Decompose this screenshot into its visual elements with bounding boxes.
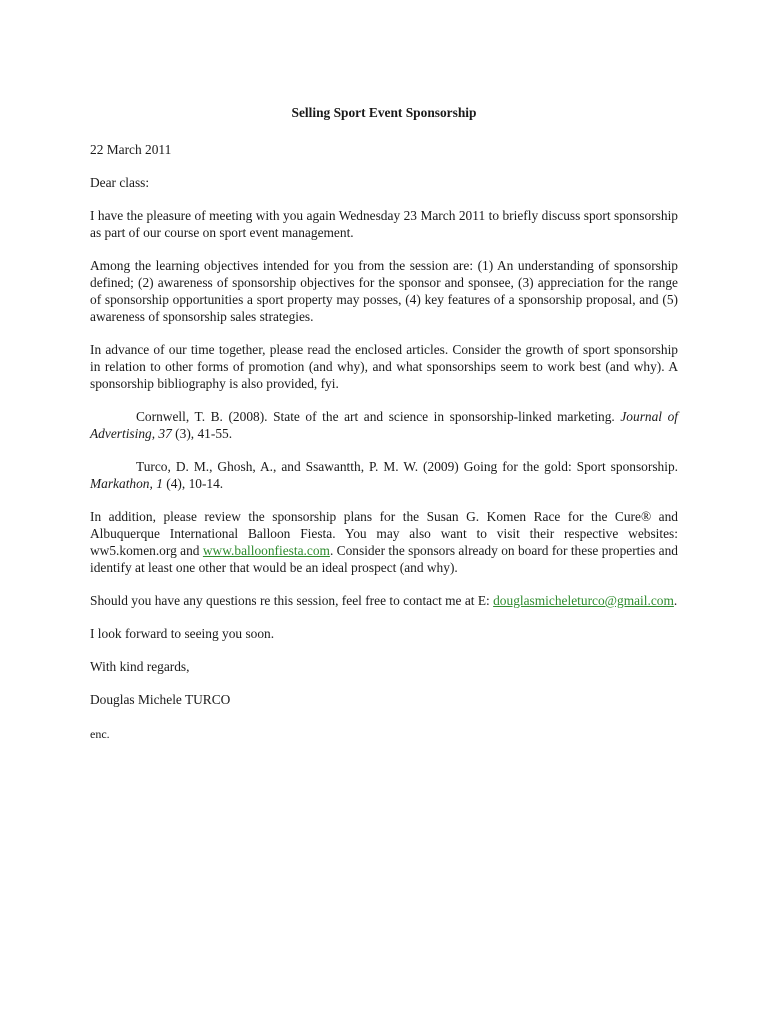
letter-title: Selling Sport Event Sponsorship [291, 105, 477, 120]
reference-cornwell-text: Cornwell, T. B. (2008). State of the art and science in sponsorship-linked marketing. [136, 409, 621, 424]
paragraph-sponsorship-plans-tail: . Consider the sponsors already on board for these properties and identify at least one other that would be an ideal prospect (and why). [90, 543, 678, 575]
reference-turco-pages: (4), 10-14. [162, 476, 224, 491]
reference-cornwell-pages: (3), 41-55. [171, 426, 233, 441]
letter-date: 22 March 2011 [90, 142, 172, 157]
email-link[interactable]: douglasmicheleturco@gmail.com [493, 593, 674, 608]
balloonfiesta-link[interactable]: www.balloonfiesta.com [202, 543, 330, 558]
paragraph-sponsorship-plans [90, 508, 678, 576]
paragraph-meeting: I have the pleasure of meeting with you again Wednesday 23 March 2011 to briefly discuss sport sponsorship as part of our course on sport event management. [90, 208, 678, 240]
valediction: With kind regards, [90, 659, 190, 674]
paragraph-contact-text: Should you have any questions re this session, feel free to contact me at E: [90, 593, 494, 608]
reference-turco-text: Turco, D. M., Ghosh, A., and Ssawantth, P. M. W. (2009) Going for the gold: Sport sponsorship. [136, 459, 678, 474]
paragraph-contact [90, 592, 678, 609]
enclosure-note: enc. [90, 727, 110, 741]
reference-cornwell [90, 408, 678, 442]
paragraph-sponsorship-plans-text: In addition, please review the sponsorship plans for the Susan G. Komen Race for the Cure® and Albuquerque International Balloon Fiesta. You may also want to visit their respective websites: ww5.komen.org and [90, 509, 678, 558]
paragraph-objectives: Among the learning objectives intended for you from the session are: (1) An understanding of sponsorship defined; (2) awareness of sponsorship objectives for the sponsor and sponsee, (3) appreciation for the range of sponsorship opportunities a sport property may posses, (4) key features of a sponsorship proposal, and (5) awareness of sponsorship sales strategies. [90, 258, 678, 324]
letter-page [90, 104, 678, 743]
reference-turco [90, 458, 678, 492]
reference-cornwell-journal: Journal of Advertising, 37 [90, 409, 679, 441]
salutation: Dear class: [90, 175, 150, 190]
closing-line: I look forward to seeing you soon. [90, 626, 275, 641]
signature-name: Douglas Michele TURCO [90, 692, 231, 707]
reference-turco-journal: Markathon, 1 [90, 476, 163, 491]
paragraph-contact-tail: . [673, 593, 678, 608]
paragraph-readings: In advance of our time together, please read the enclosed articles. Consider the growth of sport sponsorship in relation to other forms of promotion (and why), and what sponsorships seem to work best (and why). A sponsorship bibliography is also provided, fyi. [90, 342, 678, 391]
